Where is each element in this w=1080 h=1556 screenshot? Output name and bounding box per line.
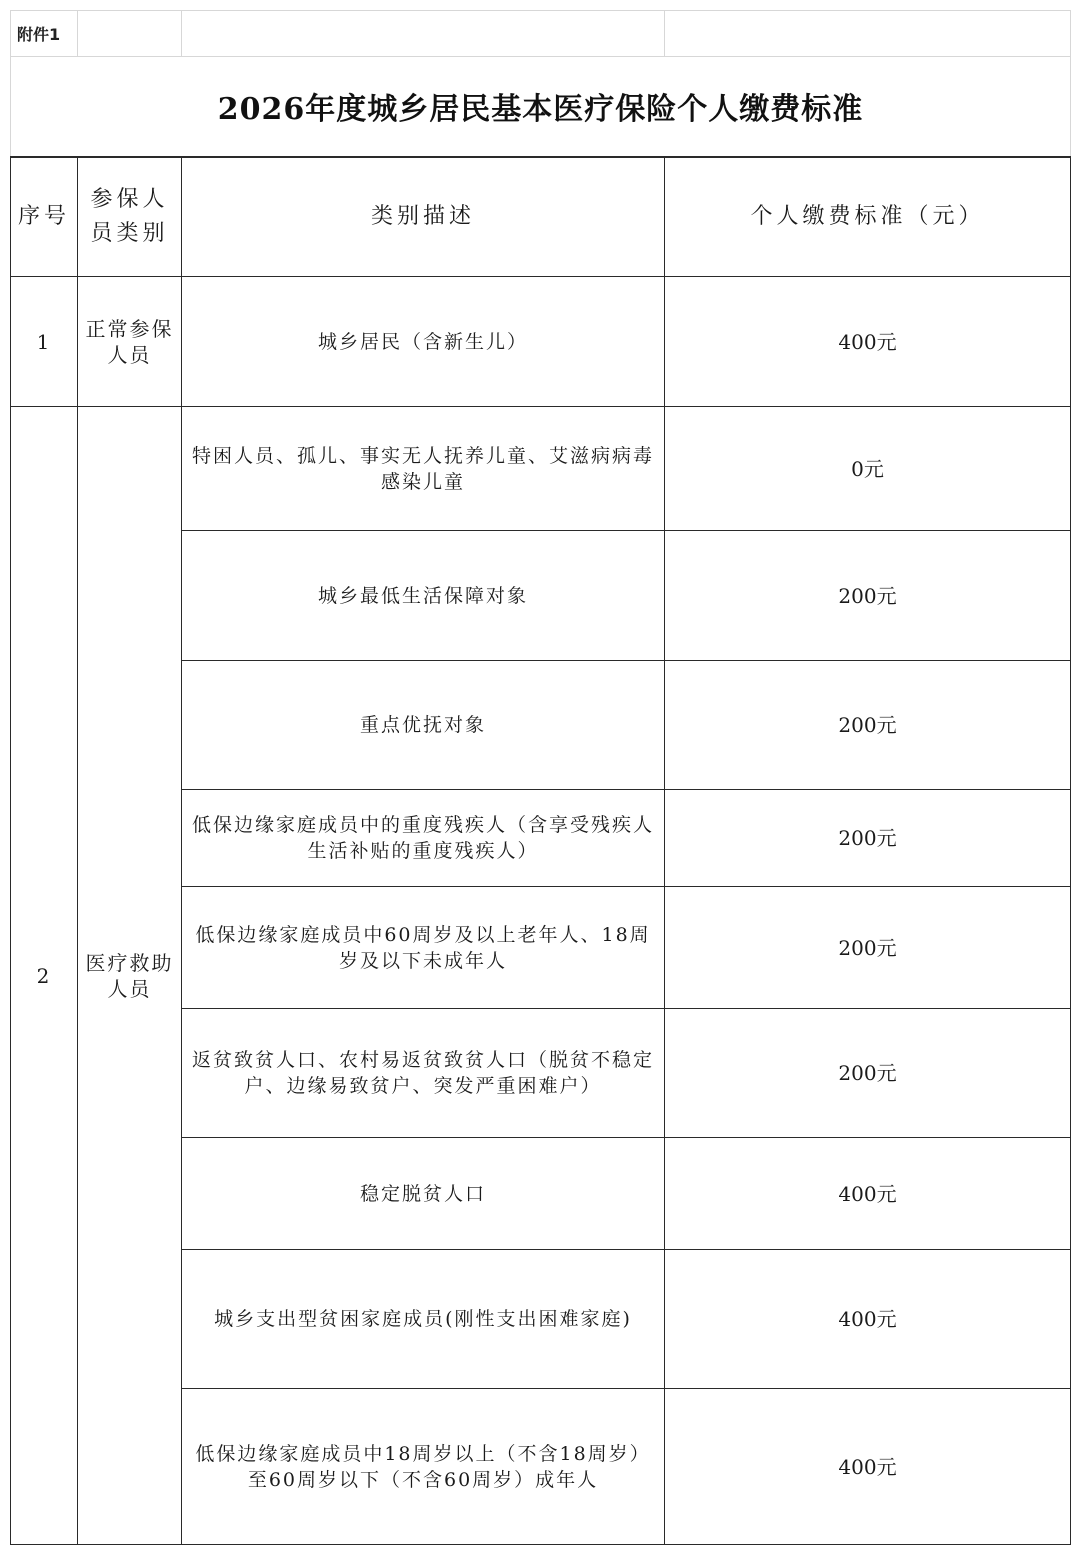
table-row bbox=[11, 277, 1071, 407]
row-description: 低保边缘家庭成员中18周岁以上（不含18周岁）至60周岁以下（不含60周岁）成年人 bbox=[182, 1389, 665, 1545]
contribution-standard-table bbox=[10, 10, 1071, 1545]
header-row bbox=[11, 157, 1071, 277]
row-amount: 200元 bbox=[665, 887, 1071, 1009]
page-title: 2026年度城乡居民基本医疗保险个人缴费标准 bbox=[11, 57, 1071, 157]
row-amount: 400元 bbox=[665, 1138, 1071, 1250]
row-amount: 400元 bbox=[665, 1389, 1071, 1545]
header-no: 序号 bbox=[11, 157, 78, 277]
row-description: 城乡居民（含新生儿） bbox=[182, 277, 665, 407]
row-no: 2 bbox=[11, 407, 78, 1545]
row-amount: 0元 bbox=[665, 407, 1071, 531]
title-row bbox=[11, 57, 1071, 157]
row-amount: 200元 bbox=[665, 1009, 1071, 1138]
row-description: 特困人员、孤儿、事实无人抚养儿童、艾滋病病毒感染儿童 bbox=[182, 407, 665, 531]
row-description: 低保边缘家庭成员中60周岁及以上老年人、18周岁及以下未成年人 bbox=[182, 887, 665, 1009]
header-standard: 个人缴费标准（元） bbox=[665, 157, 1071, 277]
row-description: 低保边缘家庭成员中的重度残疾人（含享受残疾人生活补贴的重度残疾人） bbox=[182, 790, 665, 887]
row-category: 正常参保人员 bbox=[78, 277, 182, 407]
row-description: 重点优抚对象 bbox=[182, 661, 665, 790]
header-category: 参保人员类别 bbox=[78, 157, 182, 277]
row-amount: 400元 bbox=[665, 1250, 1071, 1389]
row-category: 医疗救助人员 bbox=[78, 407, 182, 1545]
row-amount: 200元 bbox=[665, 531, 1071, 661]
row-description: 城乡支出型贫困家庭成员(刚性支出困难家庭) bbox=[182, 1250, 665, 1389]
empty-cell bbox=[78, 11, 182, 57]
attachment-row bbox=[11, 11, 1071, 57]
row-description: 城乡最低生活保障对象 bbox=[182, 531, 665, 661]
row-amount: 200元 bbox=[665, 661, 1071, 790]
row-description: 返贫致贫人口、农村易返贫致贫人口（脱贫不稳定户、边缘易致贫户、突发严重困难户） bbox=[182, 1009, 665, 1138]
attachment-label: 附件1 bbox=[11, 11, 78, 57]
table-row bbox=[11, 407, 1071, 531]
row-description: 稳定脱贫人口 bbox=[182, 1138, 665, 1250]
row-amount: 200元 bbox=[665, 790, 1071, 887]
empty-cell bbox=[182, 11, 665, 57]
header-description: 类别描述 bbox=[182, 157, 665, 277]
row-no: 1 bbox=[11, 277, 78, 407]
empty-cell bbox=[665, 11, 1071, 57]
row-amount: 400元 bbox=[665, 277, 1071, 407]
